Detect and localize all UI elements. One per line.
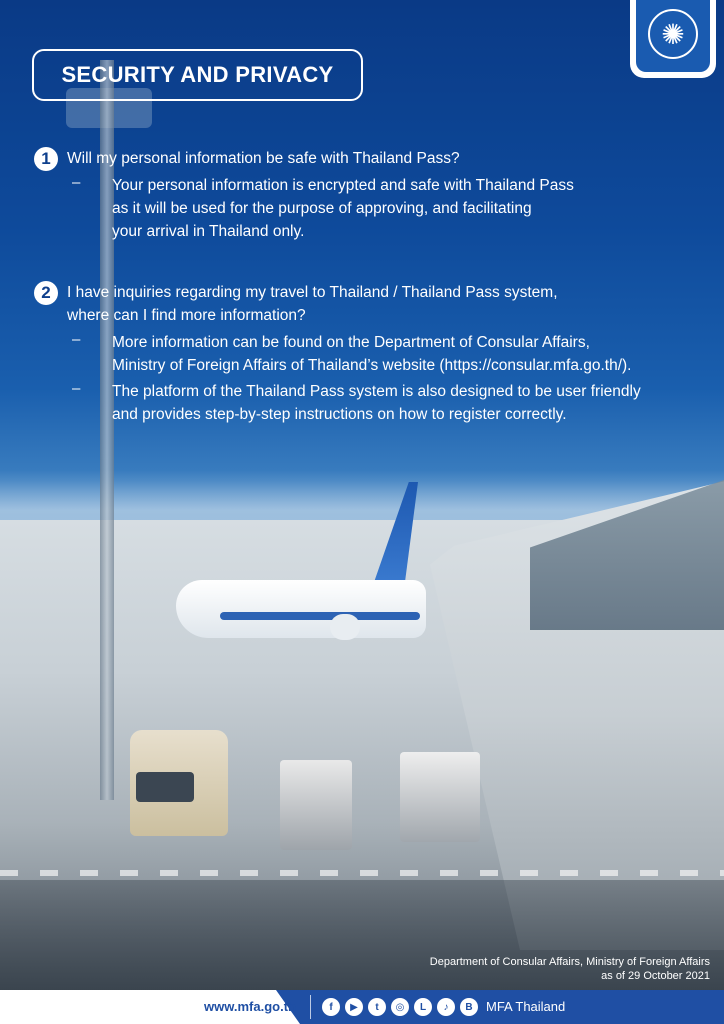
website-link[interactable]: www.mfa.go.th — [204, 999, 296, 1014]
question-number-2: 2 — [34, 281, 58, 305]
facebook-icon[interactable]: f — [322, 998, 340, 1016]
floodlight-pole — [100, 60, 114, 800]
answer-line: your arrival in Thailand only. — [112, 223, 305, 240]
tiktok-icon[interactable]: ♪ — [437, 998, 455, 1016]
blockdit-icon[interactable]: B — [460, 998, 478, 1016]
apron-markings — [0, 870, 724, 876]
thai-ministry-emblem-icon: ✺ — [648, 9, 698, 59]
question-1: Will my personal information be safe with Thailand Pass? — [67, 150, 460, 167]
emblem-container — [636, 0, 710, 72]
answer-bullet: – — [72, 174, 81, 191]
answer-2-1 — [112, 331, 702, 377]
source-credit — [350, 955, 710, 983]
question-line: where can I find more information? — [67, 307, 306, 324]
question-2 — [67, 281, 627, 327]
answer-line: and provides step-by-step instructions on how to register correctly. — [112, 406, 567, 423]
airplane-fuselage — [176, 580, 426, 638]
answer-line: Your personal information is encrypted and safe with Thailand Pass — [112, 177, 574, 194]
footer-brand: MFA Thailand — [486, 999, 566, 1014]
answer-2-2 — [112, 380, 702, 426]
answer-line: The platform of the Thailand Pass system is also designed to be user friendly — [112, 383, 641, 400]
bus-windshield — [136, 772, 194, 802]
twitter-icon[interactable]: t — [368, 998, 386, 1016]
footer-divider — [310, 995, 311, 1019]
airplane-engine — [330, 614, 360, 640]
airplane-stripe — [220, 612, 420, 620]
youtube-icon[interactable]: ▶ — [345, 998, 363, 1016]
answer-line: More information can be found on the Department of Consular Affairs, — [112, 334, 590, 351]
belt-loader — [280, 760, 352, 850]
service-vehicle — [400, 752, 480, 842]
answer-1-1 — [112, 174, 702, 243]
answer-bullet: – — [72, 331, 81, 348]
instagram-icon[interactable]: ◎ — [391, 998, 409, 1016]
line-icon[interactable]: L — [414, 998, 432, 1016]
answer-line: as it will be used for the purpose of approving, and facilitating — [112, 200, 532, 217]
answer-bullet: – — [72, 380, 81, 397]
question-number-1: 1 — [34, 147, 58, 171]
page-title: SECURITY AND PRIVACY — [32, 49, 363, 101]
social-icons — [322, 998, 478, 1016]
question-line: I have inquiries regarding my travel to Thailand / Thailand Pass system, — [67, 284, 558, 301]
credit-line-2: as of 29 October 2021 — [601, 970, 710, 982]
credit-line-1: Department of Consular Affairs, Ministry of Foreign Affairs — [429, 956, 710, 968]
answer-line: Ministry of Foreign Affairs of Thailand’s website (https://consular.mfa.go.th/). — [112, 357, 632, 374]
